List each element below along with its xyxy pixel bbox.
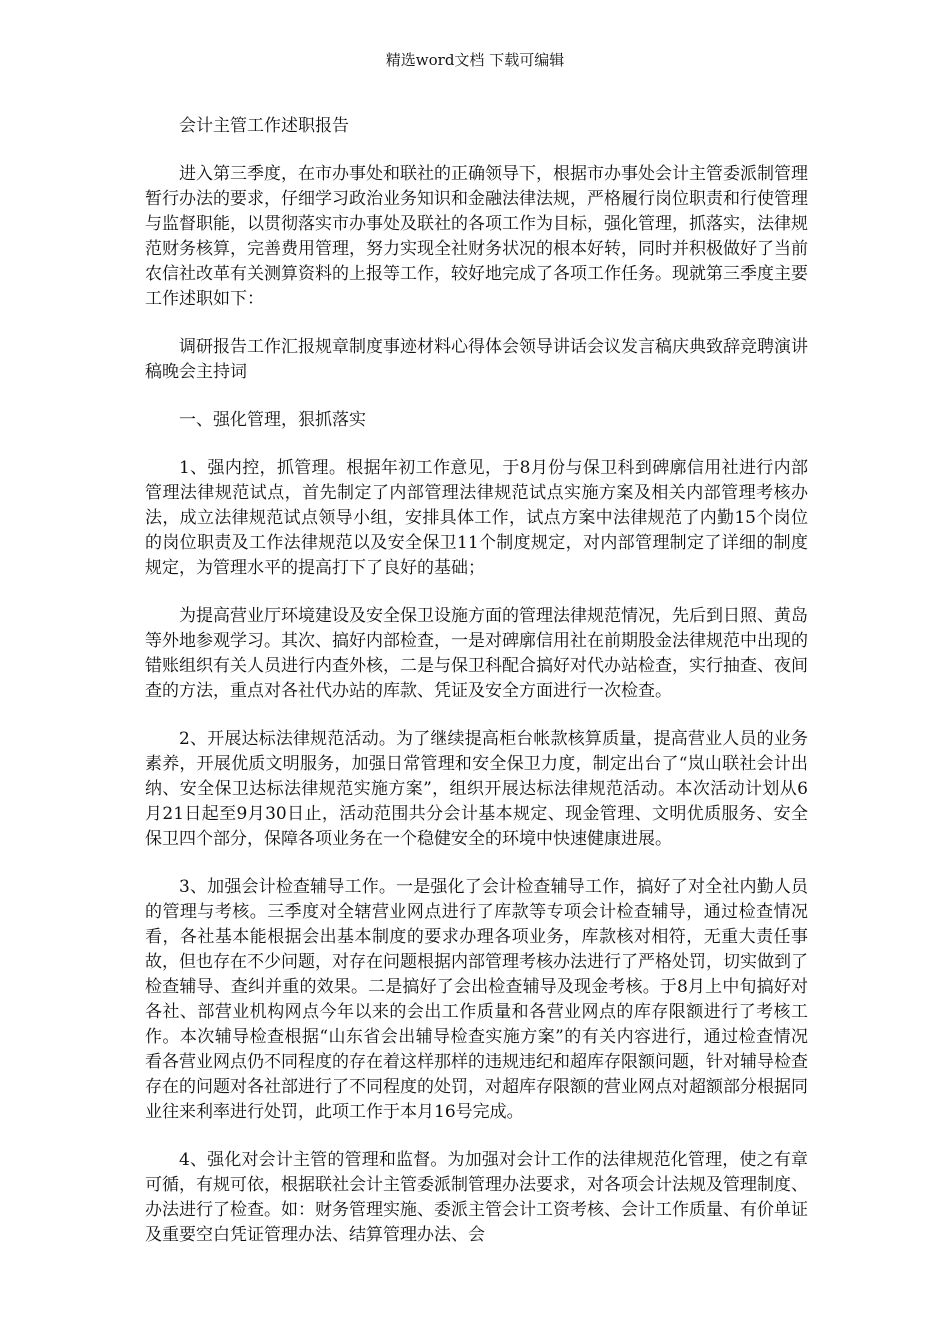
paragraph-item-3: 3、加强会计检查辅导工作。一是强化了会计检查辅导工作，搞好了对全社内勤人员的管理与考核。三季度对全辖营业网点进行了库款等专项会计检查辅导，通过检查情况看，各社基本能根据会出基本制度的要求办理各项业务，库款核对相符，无重大责任事故，但也存在不少问题，对存在问题根据内部管理考核办法进行了严格处罚，切实做到了检查辅导、查纠并重的效果。二是搞好了会出检查辅导及现金考核。于8月上中旬搞好对各社、部营业机构网点今年以来的会出工作质量和各营业网点的库存限额进行了考核工作。本次辅导检查根据“山东省会出辅导检查实施方案”的有关内容进行，通过检查情况看各营业网点仍不同程度的存在着这样那样的违规违纪和超库存限额问题，针对辅导检查存在的问题对各社部进行了不同程度的处罚，对超库存限额的营业网点对超额部分根据同业往来利率进行处罚，此项工作于本月16号完成。 [145,877,808,1122]
paragraph-inspection: 为提高营业厅环境建设及安全保卫设施方面的管理法律规范情况，先后到日照、黄岛等外地参观学习。其次、搞好内部检查，一是对碑廓信用社在前期股金法律规范中出现的错账组织有关人员进行内查外核，二是与保卫科配合搞好对代办站检查，实行抽查、夜间查的方法，重点对各社代办站的库款、凭证及安全方面进行一次检查。 [145,606,808,701]
document-body [145,114,808,1271]
paragraph-intro: 进入第三季度，在市办事处和联社的正确领导下，根据市办事处会计主管委派制管理暂行办法的要求，仔细学习政治业务知识和金融法律法规，严格履行岗位职责和行使管理与监督职能，以贯彻落实市办事处及联社的各项工作为目标，强化管理，抓落实，法律规范财务核算，完善费用管理，努力实现全社财务状况的根本好转，同时并积极做好了当前农信社改革有关测算资料的上报等工作，较好地完成了各项工作任务。现就第三季度主要工作述职如下： [145,164,808,309]
section-heading-1: 一、强化管理，狠抓落实 [179,410,366,430]
page-header: 精选word文档 下载可编辑 [385,51,565,69]
paragraph-item-4: 4、强化对会计主管的管理和监督。为加强对会计工作的法律规范化管理，使之有章可循，有规可依，根据联社会计主管委派制管理办法要求，对各项会计法规及管理制度、办法进行了检查。如：财务管理实施、委派主管会计工资考核、会计工作质量、有价单证及重要空白凭证管理办法、结算管理办法、会 [145,1150,808,1245]
paragraph-keywords: 调研报告工作汇报规章制度事迹材料心得体会领导讲话会议发言稿庆典致辞竞聘演讲稿晚会主持词 [145,337,808,382]
paragraph-item-2: 2、开展达标法律规范活动。为了继续提高柜台帐款核算质量，提高营业人员的业务素养，开展优质文明服务，加强日常管理和安全保卫力度，制定出台了“岚山联社会计出纳、安全保卫达标法律规范实施方案”，组织开展达标法律规范活动。本次活动计划从6月21日起至9月30日止，活动范围共分会计基本规定、现金管理、文明优质服务、安全保卫四个部分，保障各项业务在一个稳健安全的环境中快速健康进展。 [145,729,808,849]
paragraph-item-1: 1、强内控，抓管理。根据年初工作意见，于8月份与保卫科到碑廓信用社进行内部管理法律规范试点，首先制定了内部管理法律规范试点实施方案及相关内部管理考核办法，成立法律规范试点领导小组，安排具体工作，试点方案中法律规范了内勤15个岗位的岗位职责及工作法律规范以及安全保卫11个制度规定，对内部管理制定了详细的制度规定，为管理水平的提高打下了良好的基础； [145,458,808,578]
document-title: 会计主管工作述职报告 [179,116,349,136]
